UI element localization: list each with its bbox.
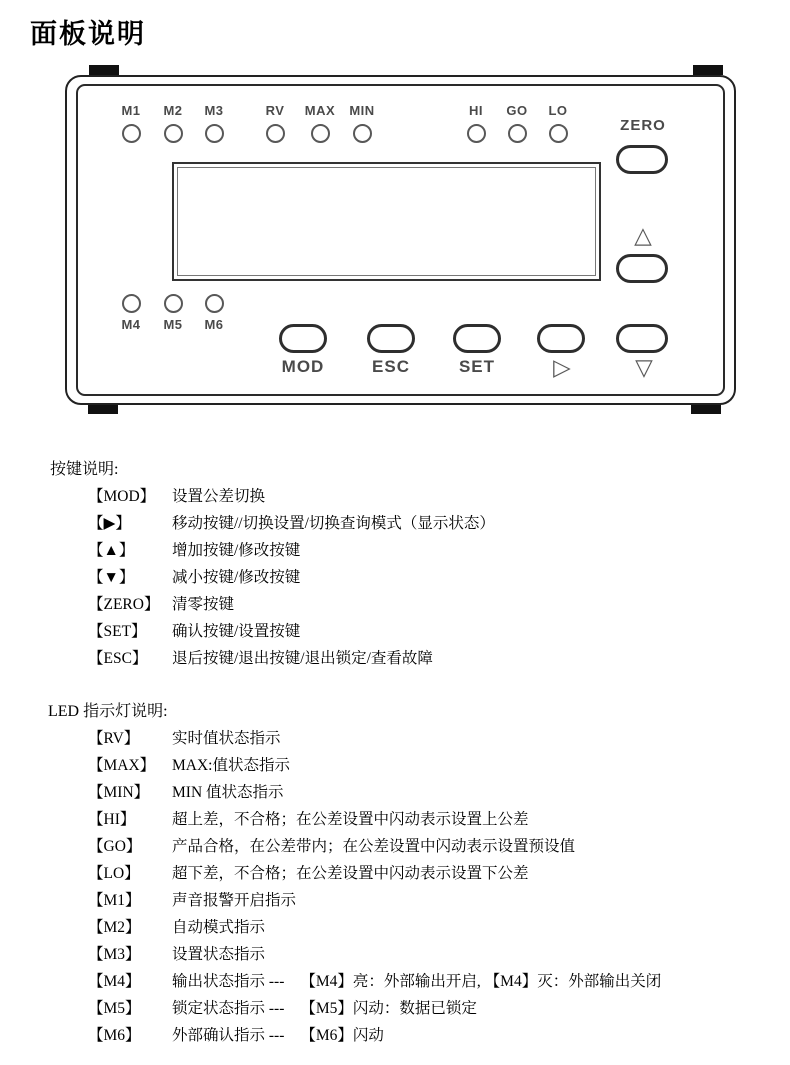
led-desc: 自动模式指示 [172,919,266,936]
led-row-m6 [88,1022,661,1049]
led-m3 [192,103,236,143]
key-section-heading: 按键说明: [50,461,119,478]
key-desc: 增加按键/修改按键 [172,542,301,559]
led-desc: 超下差，不合格；在公差设置中闪动表示设置下公差 [172,865,529,882]
mod-button [279,324,327,353]
key-desc: 清零按键 [172,596,235,613]
led-m6 [192,294,236,332]
right-triangle-icon: ▷ [553,354,571,380]
key-row-right [88,510,495,537]
led-row-m2 [88,914,661,941]
led-row-m3 [88,941,661,968]
led-row-m5 [88,995,661,1022]
led-circle-icon [205,124,224,143]
esc-button [367,324,415,353]
led-row-lo [88,860,661,887]
led-rv-label: RV [265,103,285,118]
led-label: 【HI】 [88,811,136,828]
key-label: 【SET】 [88,623,147,640]
led-m4 [109,294,153,332]
led-m6-label: M6 [204,317,224,332]
mount-tab-bottom-left [88,404,118,414]
lcd-display-inner [177,167,596,276]
led-desc: 锁定状态指示 --- [172,1000,285,1017]
key-row-up [88,537,495,564]
led-desc: 输出状态指示 --- [172,973,285,990]
led-desc: 实时值状态指示 [172,730,281,747]
led-min [340,103,384,143]
led-m1 [109,103,153,143]
led-label: 【M4】 [88,973,141,990]
led-go [495,103,539,143]
lcd-display [172,162,601,281]
key-desc: 设置公差切换 [172,488,266,505]
right-button [537,324,585,353]
key-row-zero [88,591,495,618]
led-go-label: GO [506,103,528,118]
led-max-label: MAX [304,103,336,118]
led-hi-label: HI [469,103,483,118]
led-label: 【MAX】 [88,757,156,774]
mount-tab-top-left [89,65,119,75]
key-label: 【▼】 [88,569,135,586]
down-triangle-icon: ▽ [635,354,653,380]
led-desc-extra: 【M6】闪动 [300,1027,384,1044]
led-desc: 产品合格，在公差带内；在公差设置中闪动表示设置预设值 [172,838,576,855]
led-circle-icon [508,124,527,143]
led-label: 【M5】 [88,1000,141,1017]
led-m1-label: M1 [121,103,141,118]
key-desc: 退后按键/退出按键/退出锁定/查看故障 [172,650,433,667]
esc-button-label: ESC [372,357,410,376]
mount-tab-bottom-right [691,404,721,414]
led-label: 【RV】 [88,730,140,747]
up-triangle-icon: △ [634,222,652,248]
key-label: 【▶】 [88,515,131,532]
led-circle-icon [266,124,285,143]
key-section-rows [88,483,495,672]
zero-button-label: ZERO [620,117,666,134]
led-row-hi [88,806,661,833]
key-row-mod [88,483,495,510]
led-desc: MAX:值状态指示 [172,757,290,774]
led-label: 【M3】 [88,946,141,963]
led-row-max [88,752,661,779]
led-m5-label: M5 [163,317,183,332]
led-circle-icon [311,124,330,143]
led-rv [253,103,297,143]
led-row-rv [88,725,661,752]
led-desc-extra: 【M5】闪动：数据已锁定 [300,1000,477,1017]
led-desc: MIN 值状态指示 [172,784,284,801]
mod-button-label: MOD [281,357,325,376]
led-label: 【M2】 [88,919,141,936]
led-min-label: MIN [349,103,375,118]
key-desc: 移动按键//切换设置/切换查询模式（显示状态） [172,515,495,532]
led-label: 【LO】 [88,865,140,882]
led-desc: 设置状态指示 [172,946,266,963]
led-row-m4 [88,968,661,995]
led-circle-icon [164,124,183,143]
led-desc: 超上差，不合格；在公差设置中闪动表示设置上公差 [172,811,529,828]
led-desc: 声音报警开启指示 [172,892,297,909]
led-row-m1 [88,887,661,914]
key-label: 【MOD】 [88,488,156,505]
led-lo [536,103,580,143]
led-m2 [151,103,195,143]
led-circle-icon [353,124,372,143]
led-section-heading: LED 指示灯说明: [48,703,168,720]
set-button-label: SET [458,357,496,376]
led-m4-label: M4 [121,317,141,332]
page-title: 面板说明 [30,19,146,49]
led-circle-icon [164,294,183,313]
key-label: 【ESC】 [88,650,148,667]
led-label: 【M6】 [88,1027,141,1044]
led-m2-label: M2 [163,103,183,118]
led-lo-label: LO [548,103,568,118]
down-button [616,324,668,353]
led-row-go [88,833,661,860]
led-circle-icon [467,124,486,143]
led-m3-label: M3 [204,103,224,118]
led-circle-icon [549,124,568,143]
led-label: 【GO】 [88,838,142,855]
led-label: 【MIN】 [88,784,150,801]
key-desc: 减小按键/修改按键 [172,569,301,586]
key-row-down [88,564,495,591]
led-row-min [88,779,661,806]
led-hi [454,103,498,143]
led-label: 【M1】 [88,892,141,909]
key-label: 【▲】 [88,542,135,559]
led-circle-icon [122,124,141,143]
set-button [453,324,501,353]
key-desc: 确认按键/设置按键 [172,623,301,640]
led-desc: 外部确认指示 --- [172,1027,285,1044]
zero-button [616,145,668,174]
led-max [298,103,342,143]
key-row-esc [88,645,495,672]
key-row-set [88,618,495,645]
led-desc-extra: 【M4】亮：外部输出开启, 【M4】灭：外部输出关闭 [300,973,662,990]
up-button [616,254,668,283]
key-label: 【ZERO】 [88,596,160,613]
led-section-rows [88,725,661,1049]
led-m5 [151,294,195,332]
led-circle-icon [122,294,141,313]
mount-tab-top-right [693,65,723,75]
led-circle-icon [205,294,224,313]
